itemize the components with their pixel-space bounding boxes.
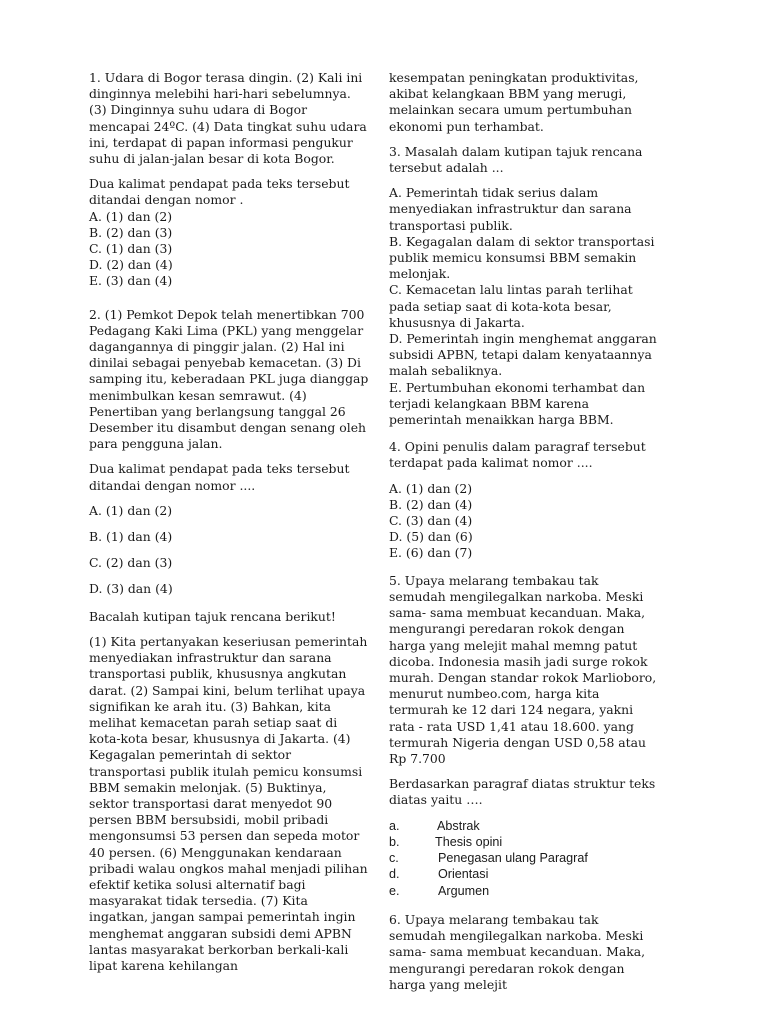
q1-option: A. (1) dan (2) [89, 208, 173, 224]
option-value: Orientasi [438, 867, 489, 882]
option-key: b. [389, 834, 400, 849]
option-key: c. [389, 851, 399, 866]
option-value: Thesis opini [435, 834, 503, 849]
option-key: a. [389, 818, 400, 833]
q2-prompt: Dua kalimat pendapat pada teks tersebut ditandai dengan nomor .... [89, 461, 350, 493]
q1-prompt: Dua kalimat pendapat pada teks tersebut ditandai dengan nomor . [89, 176, 350, 208]
q6-text: 6. Upaya melarang tembakau tak semudah mengilegalkan narkoba. Meski sama- sama membuat kecanduan. Maka, mengurangi peredaran rokok dengan harga yang melejit [389, 912, 646, 992]
right-column [389, 70, 657, 993]
passage-continuation: kesempatan peningkatan produktivitas, akibat kelangkaan BBM yang merugi, melainkan secara umum pertumbuhan ekonomi pun terhambat. [389, 70, 639, 134]
left-column [89, 70, 369, 974]
q3-prompt: 3. Masalah dalam kutipan tajuk rencana tersebut adalah ... [389, 143, 643, 176]
q2-option: D. (3) dan (4) [89, 581, 173, 597]
q1-text: 1. Udara di Bogor terasa dingin. (2) Kali ini dinginnya melebihi hari-hari sebelumnya. (3) Dinginnya suhu udara di Bogor mencapai 24ºC. (4) Data tingkat suhu udara ini, terdapat di papan informasi pengukur suhu di jalan-jalan besar di kota Bogor. [89, 70, 367, 167]
q2-option: C. (2) dan (3) [89, 555, 173, 571]
q3-option: C. Kemacetan lalu lintas parah terlihat pada setiap saat di kota-kota besar, khususnya di Jakarta. [389, 282, 633, 330]
q2-option: A. (1) dan (2) [89, 502, 173, 518]
q5-prompt: Berdasarkan paragraf diatas struktur teks diatas yaitu …. [389, 776, 656, 808]
q3-option: D. Pemerintah ingin menghemat anggaran subsidi APBN, tetapi dalam kenyataannya malah sebaliknya. [389, 331, 657, 379]
q4-prompt: 4. Opini penulis dalam paragraf tersebut terdapat pada kalimat nomor .... [389, 439, 646, 471]
q3-option: B. Kegagalan dalam di sektor transportasi publik memicu konsumsi BBM semakin melonjak. [389, 233, 655, 282]
option-value: Abstrak [437, 818, 480, 833]
q5-option-a [389, 818, 657, 834]
q4-option: A. (1) dan (2) [389, 480, 473, 496]
q1-option: C. (1) dan (3) [89, 241, 173, 257]
q3-option: E. Pertumbuhan ekonomi terhambat dan terjadi kelangkaan BBM karena pemerintah menaikkan harga BBM. [389, 379, 646, 428]
editorial-passage: (1) Kita pertanyakan keseriusan pemerintah menyediakan infrastruktur dan sarana transportasi publik, khususnya angkutan darat. (2) Sampai kini, belum terlihat upaya signifikan ke arah itu. (3) Bahkan, kita melihat kemacetan parah setiap saat di kota-kota besar, khususnya di Jakarta. (4) Kegagalan pemerintah di sektor transportasi publik itulah pemicu konsumsi BBM semakin melonjak. (5) Buktinya, sektor transportasi darat menyedot 90 persen BBM bersubsidi, mobil pribadi mengonsumsi 53 persen dan sepeda motor 40 persen. (6) Menggunakan kendaraan pribadi walau ongkos mahal menjadi pilihan efektif ketika solusi alternatif bagi masyarakat tidak tersedia. (7) Kita ingatkan, jangan sampai pemerintah ingin menghemat anggaran subsidi demi APBN lantas masyarakat berkorban berkali-kali lipat karena kehilangan [89, 633, 368, 973]
q1-options [89, 209, 369, 290]
option-value: Penegasan ulang Paragraf [438, 851, 588, 866]
q4-options [389, 481, 657, 562]
option-key: e. [389, 883, 400, 898]
q4-option: C. (3) dan (4) [389, 513, 473, 529]
q1-option: D. (2) dan (4) [89, 257, 173, 273]
q4-option: B. (2) dan (4) [389, 496, 473, 512]
q5-option-c [389, 850, 657, 866]
q2-text: 2. (1) Pemkot Depok telah menertibkan 700 Pedagang Kaki Lima (PKL) yang menggelar dagangannya di pinggir jalan. (2) Hal ini dinilai sebagai penyebab kemacetan. (3) Di samping itu, keberadaan PKL juga dianggap menimbulkan kesan semrawut. (4) Penertiban yang berlangsung tanggal 26 Desember itu disambut dengan senang oleh para pengguna jalan. [89, 306, 369, 452]
q3-option: A. Pemerintah tidak serius dalam menyediakan infrastruktur dan sarana transportasi publik. [389, 185, 632, 233]
option-value: Argumen [438, 883, 490, 898]
q5-options [389, 818, 657, 899]
q2-options [89, 503, 369, 598]
q5-option-e [389, 883, 657, 899]
q5-text: 5. Upaya melarang tembakau tak semudah mengilegalkan narkoba. Meski sama- sama membuat kecanduan. Maka, mengurangi peredaran rokok dengan harga yang melejit mahal memng patut dicoba. Indonesia masih jadi surge rokok murah. Dengan standar rokok Marlioboro, menurut numbeo.com, harga kita termurah ke 12 dari 124 negara, yakni rata - rata USD 1,41 atau 18.600. yang termurah Nigeria dengan USD 0,58 atau Rp 7.700 [389, 572, 657, 766]
passage-intro: Bacalah kutipan tajuk rencana berikut! [89, 608, 336, 624]
q3-options [389, 185, 657, 428]
q2-option: B. (1) dan (4) [89, 529, 173, 545]
q4-option: D. (5) dan (6) [389, 529, 473, 545]
q4-option: E. (6) dan (7) [389, 545, 473, 561]
q1-option: E. (3) dan (4) [89, 273, 173, 289]
q1-option: B. (2) dan (3) [89, 224, 173, 240]
q5-option-b [389, 834, 657, 850]
q5-option-d [389, 866, 657, 882]
option-key: d. [389, 867, 400, 882]
